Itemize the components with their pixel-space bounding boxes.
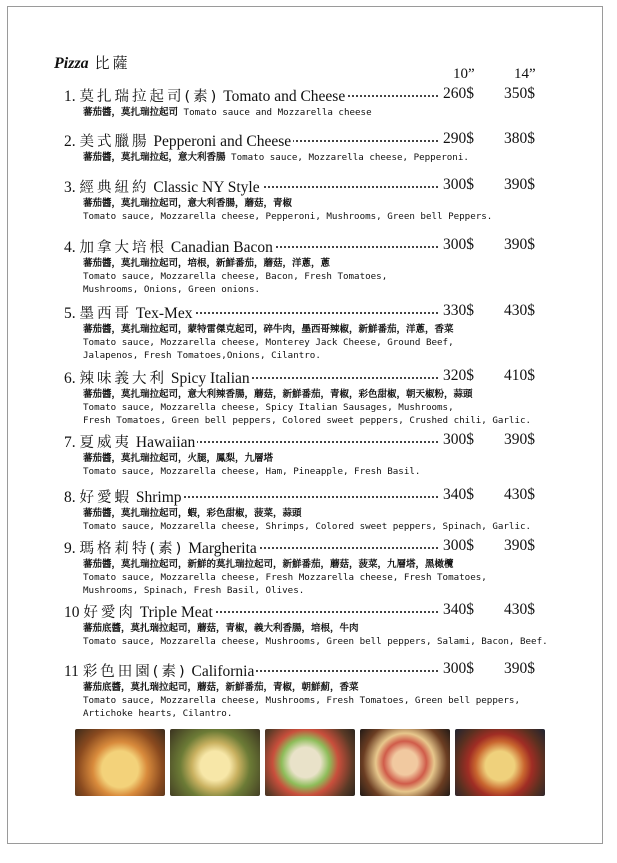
price-10-inch: 340$ <box>443 601 474 618</box>
menu-item <box>64 85 544 119</box>
item-name-zh: 經典紐約 <box>79 180 150 196</box>
ingredients-line-2: Tomato sauce, Mozzarella cheese, Monterey Jack Cheese, Ground Beef, <box>83 337 454 348</box>
price-14-inch: 430$ <box>504 302 535 319</box>
size-header-14: 14” <box>514 66 536 82</box>
ingredients-line-1 <box>83 151 544 164</box>
ingredients-zh: 蕃茄底醬，莫扎瑞拉起司，蘑菇，青椒，義大利香腸，培根，牛肉 <box>83 623 359 634</box>
ingredients-line-1 <box>83 507 544 520</box>
item-description <box>83 681 544 720</box>
ingredients-line-1 <box>83 452 544 465</box>
ingredients-zh: 蕃茄醬，莫扎瑞拉起司，意大利辣香腸，蘑菇，新鮮番茄，青椒，彩色甜椒，朝天椒粉，蒜頭 <box>83 389 473 400</box>
menu-item <box>64 660 544 720</box>
item-description <box>83 323 544 362</box>
item-name-en: California <box>191 663 255 680</box>
price-10-inch: 300$ <box>443 236 474 253</box>
item-description <box>83 558 544 597</box>
menu-item-line <box>64 367 544 388</box>
menu-item-line <box>64 85 544 106</box>
item-name-en: Tomato and Cheese <box>223 88 346 105</box>
price-10-inch: 320$ <box>443 367 474 384</box>
item-name-zh: 好愛蝦 <box>79 490 132 506</box>
ingredients-line-2: Tomato sauce, Mozzarella cheese, Mushrooms, Fresh Tomatoes, Green bell peppers, <box>83 695 520 706</box>
item-name-zh: 瑪格莉特(素) <box>79 541 185 557</box>
menu-item-name <box>64 302 194 323</box>
menu-item-line <box>64 302 544 323</box>
price-10-inch: 330$ <box>443 302 474 319</box>
price-14-inch: 390$ <box>504 236 535 253</box>
item-name-en: Hawaiian <box>135 434 196 451</box>
ingredients-line-3: Mushrooms, Spinach, Fresh Basil, Olives. <box>83 585 305 596</box>
item-description <box>83 151 544 164</box>
ingredients-line-3: Mushrooms, Onions, Green onions. <box>83 284 261 295</box>
ingredients-line-1 <box>83 681 544 694</box>
item-name-en: Triple Meat <box>139 604 213 621</box>
item-name-en: Shrimp <box>135 489 182 506</box>
ingredients-line-2: Tomato sauce, Mozzarella cheese, Spicy Italian Sausages, Mushrooms, <box>83 402 454 413</box>
price-14-inch: 430$ <box>504 601 535 618</box>
item-description <box>83 106 544 119</box>
ingredients-line-1 <box>83 257 544 270</box>
menu-item-line <box>64 486 544 507</box>
price-10-inch: 300$ <box>443 537 474 554</box>
menu-item-name <box>64 431 197 452</box>
menu-item <box>64 176 544 223</box>
menu-item-line <box>64 537 544 558</box>
item-number: 3. <box>64 179 76 196</box>
item-name-en: Classic NY Style <box>153 179 260 196</box>
price-10-inch: 290$ <box>443 130 474 147</box>
menu-title <box>54 52 131 73</box>
menu-item-name <box>64 236 275 257</box>
ingredients-line-3: Fresh Tomatoes, Green bell peppers, Colored sweet peppers, Crushed chili, Garlic. <box>83 415 532 426</box>
menu-item <box>64 431 544 478</box>
item-description <box>83 507 544 533</box>
menu-item <box>64 130 544 164</box>
pizza-photo-2 <box>170 729 260 796</box>
menu-item-name <box>64 176 262 197</box>
item-number: 8. <box>64 489 76 506</box>
item-description <box>83 197 544 223</box>
ingredients-line-3: Jalapenos, Fresh Tomatoes,Onions, Cilantro. <box>83 350 321 361</box>
item-name-zh: 辣味義大利 <box>79 371 167 387</box>
item-name-en: Canadian Bacon <box>170 239 273 256</box>
menu-item-name <box>64 601 215 622</box>
menu-item <box>64 601 548 648</box>
menu-item-name <box>64 660 256 681</box>
price-10-inch: 340$ <box>443 486 474 503</box>
menu-item-name <box>64 367 252 388</box>
pizza-photo-strip <box>75 729 545 796</box>
ingredients-line-1 <box>83 197 544 210</box>
item-name-zh: 加拿大培根 <box>79 240 167 256</box>
pizza-photo-1 <box>75 729 165 796</box>
ingredients-zh: 蕃茄醬，莫扎瑞拉起司 <box>83 107 179 118</box>
price-10-inch: 300$ <box>443 176 474 193</box>
ingredients-en-inline: Tomato sauce, Mozzarella cheese, Pepperoni. <box>225 152 469 163</box>
ingredients-line-1 <box>83 388 544 401</box>
menu-item-name <box>64 486 184 507</box>
ingredients-zh: 蕃茄醬，莫扎瑞拉起，意大利香腸 <box>83 152 226 163</box>
pizza-photo-5 <box>455 729 545 796</box>
menu-title-en: Pizza <box>54 55 89 72</box>
item-number: 7. <box>64 434 76 451</box>
price-14-inch: 410$ <box>504 367 535 384</box>
size-header-10: 10” <box>453 66 475 82</box>
item-description <box>83 452 544 478</box>
ingredients-line-3: Artichoke hearts, Cilantro. <box>83 708 233 719</box>
menu-title-zh: 比薩 <box>94 54 131 72</box>
menu-item-line <box>64 601 544 622</box>
item-name-zh: 夏威夷 <box>79 435 132 451</box>
ingredients-zh: 蕃茄醬，莫扎瑞拉起司，蒙特雷傑克起司，碎牛肉，墨西哥辣椒，新鮮番茄，洋蔥，香菜 <box>83 324 454 335</box>
menu-item <box>64 367 544 427</box>
menu-item-line <box>64 176 544 197</box>
price-14-inch: 390$ <box>504 537 535 554</box>
ingredients-line-1 <box>83 106 544 119</box>
ingredients-line-2: Tomato sauce, Mozzarella cheese, Ham, Pineapple, Fresh Basil. <box>83 466 421 477</box>
pizza-photo-4 <box>360 729 450 796</box>
ingredients-line-1 <box>83 622 544 635</box>
price-14-inch: 350$ <box>504 85 535 102</box>
menu-item-line <box>64 431 544 452</box>
item-description <box>83 622 548 648</box>
ingredients-zh: 蕃茄醬，莫扎瑞拉起司，新鮮的莫扎瑞拉起司，新鮮番茄，蘑菇，菠菜，九層塔，黑橄欖 <box>83 559 454 570</box>
item-name-zh: 好愛肉 <box>83 605 136 621</box>
price-14-inch: 390$ <box>504 431 535 448</box>
ingredients-zh: 蕃茄醬，莫扎瑞拉起司，培根，新鮮番茄，蘑菇，洋蔥，蔥 <box>83 258 331 269</box>
ingredients-line-2: Tomato sauce, Mozzarella cheese, Fresh Mozzarella cheese, Fresh Tomatoes, <box>83 572 487 583</box>
item-number: 6. <box>64 370 76 387</box>
ingredients-line-2: Tomato sauce, Mozzarella cheese, Pepperoni, Mushrooms, Green bell Peppers. <box>83 211 493 222</box>
ingredients-line-2: Tomato sauce, Mozzarella cheese, Shrimps, Colored sweet peppers, Spinach, Garlic. <box>83 521 532 532</box>
price-10-inch: 260$ <box>443 85 474 102</box>
ingredients-zh: 蕃茄醬，莫扎瑞拉起司，火腿，鳳梨，九層塔 <box>83 453 274 464</box>
price-14-inch: 390$ <box>504 176 535 193</box>
ingredients-en-inline: Tomato sauce and Mozzarella cheese <box>178 107 372 118</box>
item-number: 2. <box>64 133 76 150</box>
ingredients-line-2: Tomato sauce, Mozzarella cheese, Bacon, Fresh Tomatoes, <box>83 271 388 282</box>
item-number: 1. <box>64 88 76 105</box>
menu-item-name <box>64 537 259 558</box>
item-name-zh: 墨西哥 <box>79 306 132 322</box>
ingredients-zh: 蕃茄醬，莫扎瑞拉起司，意大利香腸，蘑菇，青椒 <box>83 198 293 209</box>
price-14-inch: 430$ <box>504 486 535 503</box>
price-10-inch: 300$ <box>443 431 474 448</box>
item-number: 5. <box>64 305 76 322</box>
ingredients-line-1 <box>83 323 544 336</box>
item-number: 9. <box>64 540 76 557</box>
item-name-zh: 莫扎瑞拉起司(素) <box>79 89 220 105</box>
menu-item-name <box>64 85 347 106</box>
item-name-zh: 彩色田園(素) <box>82 664 188 680</box>
ingredients-line-2: Tomato sauce, Mozzarella cheese, Mushrooms, Green bell peppers, Salami, Bacon, Beef. <box>83 636 548 647</box>
item-number: 4. <box>64 239 76 256</box>
price-14-inch: 380$ <box>504 130 535 147</box>
item-number: 10 <box>64 604 80 621</box>
price-10-inch: 300$ <box>443 660 474 677</box>
menu-item <box>64 302 544 362</box>
item-description <box>83 388 544 427</box>
menu-item-line <box>64 236 544 257</box>
ingredients-zh: 蕃茄底醬，莫扎瑞拉起司，蘑菇，新鮮番茄，青椒，朝鮮薊，香菜 <box>83 682 359 693</box>
price-14-inch: 390$ <box>504 660 535 677</box>
menu-item-line <box>64 130 544 151</box>
item-name-en: Pepperoni and Cheese <box>153 133 292 150</box>
menu-item-line <box>64 660 544 681</box>
menu-item <box>64 537 544 597</box>
item-name-en: Spicy Italian <box>170 370 250 387</box>
menu-item <box>64 236 544 296</box>
menu-item-name <box>64 130 293 151</box>
ingredients-zh: 蕃茄醬，莫扎瑞拉起司，蝦，彩色甜椒，菠菜，蒜頭 <box>83 508 302 519</box>
item-name-en: Tex-Mex <box>135 305 193 322</box>
ingredients-line-1 <box>83 558 544 571</box>
pizza-photo-3 <box>265 729 355 796</box>
item-description <box>83 257 544 296</box>
item-name-zh: 美式臘腸 <box>79 134 150 150</box>
item-name-en: Margherita <box>188 540 257 557</box>
menu-item <box>64 486 544 533</box>
item-number: 11 <box>64 663 79 680</box>
